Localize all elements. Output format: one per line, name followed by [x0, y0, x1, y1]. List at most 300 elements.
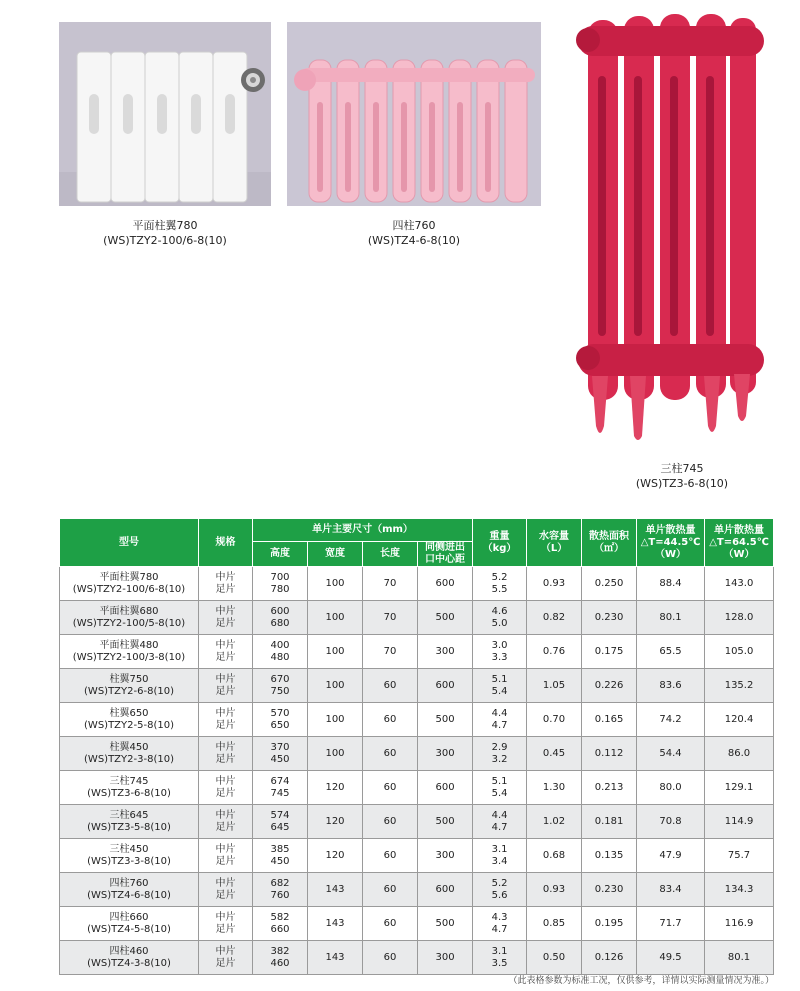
cell-center-line1: 500: [435, 713, 455, 725]
cell-spec-line2: 足片: [215, 651, 236, 663]
cell-center: [418, 635, 473, 669]
cell-height: [253, 567, 308, 601]
cell-spec-line2: 足片: [215, 719, 236, 731]
cell-weight-line2: 4.7: [491, 719, 508, 731]
cell-center: [418, 703, 473, 737]
cell-height-line2: 460: [270, 957, 290, 969]
cell-height-line2: 650: [270, 719, 290, 731]
cell-width-line1: 120: [325, 781, 345, 793]
cell-spec: [199, 771, 253, 805]
cell-heat-44: [637, 805, 705, 839]
cell-length: [363, 873, 418, 907]
cell-water-line1: 0.70: [542, 713, 566, 725]
cell-weight: [473, 839, 527, 873]
cell-width-line1: 120: [325, 849, 345, 861]
cell-area-line1: 0.112: [594, 747, 624, 759]
cell-water: [527, 737, 582, 771]
cell-weight: [473, 805, 527, 839]
header-heat-64-line2: △T=64.5℃: [709, 536, 769, 548]
table-row: [60, 737, 774, 771]
cell-weight-line2: 3.2: [491, 753, 508, 765]
cell-weight-line2: 5.4: [491, 787, 508, 799]
cell-height: [253, 873, 308, 907]
cell-center-line1: 500: [435, 815, 455, 827]
cell-area-line1: 0.230: [594, 611, 624, 623]
cell-height: [253, 669, 308, 703]
cell-heat-64: [705, 601, 774, 635]
cell-width-line1: 100: [325, 747, 345, 759]
cell-heat-44-line1: 71.7: [659, 917, 682, 929]
cell-area-line1: 0.175: [594, 645, 624, 657]
cell-heat-44: [637, 703, 705, 737]
cell-model-line2: (WS)TZ3-6-8(10): [87, 787, 171, 799]
caption-product-3-name: 三柱745: [660, 462, 704, 475]
cell-center-line1: 600: [435, 781, 455, 793]
cell-width: [308, 567, 363, 601]
cell-height-line1: 382: [270, 945, 290, 957]
cell-water-line1: 0.85: [542, 917, 566, 929]
cell-width: [308, 873, 363, 907]
cell-heat-64-line1: 80.1: [727, 951, 751, 963]
cell-heat-64-line1: 75.7: [727, 849, 751, 861]
cell-width: [308, 941, 363, 975]
cell-height: [253, 737, 308, 771]
cell-length-line1: 70: [383, 611, 397, 623]
cell-height-line1: 700: [270, 571, 290, 583]
table-row: [60, 669, 774, 703]
cell-length: [363, 601, 418, 635]
cell-water: [527, 601, 582, 635]
cell-area: [582, 669, 637, 703]
cell-heat-44-line1: 47.9: [659, 849, 682, 861]
cell-weight-line1: 5.2: [491, 877, 508, 889]
cell-heat-64-line1: 86.0: [727, 747, 751, 759]
cell-area: [582, 941, 637, 975]
cell-spec-line2: 足片: [215, 923, 236, 935]
cell-weight: [473, 737, 527, 771]
cell-water-line1: 0.76: [542, 645, 566, 657]
cell-water: [527, 839, 582, 873]
cell-weight-line1: 5.2: [491, 571, 508, 583]
cell-weight-line2: 5.0: [491, 617, 508, 629]
cell-spec: [199, 907, 253, 941]
cell-center-line1: 300: [435, 951, 455, 963]
cell-height-line2: 750: [270, 685, 290, 697]
cell-center: [418, 771, 473, 805]
cell-spec-line2: 足片: [215, 957, 236, 969]
cell-area: [582, 567, 637, 601]
table-row: [60, 635, 774, 669]
cell-length-line1: 60: [383, 679, 397, 691]
cell-model: [60, 873, 199, 907]
cell-spec-line1: 中片: [215, 843, 236, 855]
cell-heat-64: [705, 669, 774, 703]
cell-spec-line1: 中片: [215, 741, 236, 753]
header-dims-group: 单片主要尺寸（mm）: [253, 519, 473, 542]
header-center-line2: 口中心距: [425, 554, 466, 565]
cell-spec-line1: 中片: [215, 571, 236, 583]
cell-heat-44-line1: 80.0: [659, 781, 682, 793]
cell-model-line1: 柱翼650: [109, 707, 149, 719]
cell-length-line1: 60: [383, 815, 397, 827]
cell-width: [308, 907, 363, 941]
cell-heat-64-line1: 114.9: [724, 815, 754, 827]
cell-center-line1: 500: [435, 917, 455, 929]
cell-area-line1: 0.126: [594, 951, 624, 963]
cell-water-line1: 1.02: [542, 815, 566, 827]
cell-height-line1: 385: [270, 843, 290, 855]
cell-weight: [473, 771, 527, 805]
header-weight-line1: 重量: [489, 530, 510, 542]
cell-heat-64: [705, 941, 774, 975]
cell-heat-64: [705, 907, 774, 941]
caption-product-3: [612, 461, 752, 491]
cell-heat-64: [705, 839, 774, 873]
cell-width: [308, 805, 363, 839]
cell-width-line1: 100: [325, 713, 345, 725]
cell-width: [308, 771, 363, 805]
cell-model-line2: (WS)TZY2-5-8(10): [84, 719, 174, 731]
cell-spec-line1: 中片: [215, 707, 236, 719]
cell-model-line1: 柱翼750: [109, 673, 149, 685]
cell-weight-line1: 2.9: [491, 741, 508, 753]
cell-spec-line2: 足片: [215, 583, 236, 595]
cell-area-line1: 0.213: [594, 781, 624, 793]
cell-heat-44: [637, 907, 705, 941]
cell-heat-44: [637, 941, 705, 975]
cell-weight-line2: 5.5: [491, 583, 508, 595]
table-row: [60, 567, 774, 601]
cell-water: [527, 873, 582, 907]
cell-height-line2: 745: [270, 787, 290, 799]
cell-center: [418, 941, 473, 975]
cell-model-line2: (WS)TZY2-100/5-8(10): [72, 617, 186, 629]
cell-water-line1: 0.50: [542, 951, 566, 963]
header-heat-64-line1: 单片散热量: [714, 524, 765, 536]
cell-model-line1: 平面柱翼780: [99, 571, 159, 583]
cell-center-line1: 300: [435, 747, 455, 759]
cell-model: [60, 669, 199, 703]
cell-height-line1: 682: [270, 877, 290, 889]
cell-water-line1: 0.68: [542, 849, 566, 861]
cell-center-line1: 500: [435, 611, 455, 623]
cell-height-line1: 582: [270, 911, 290, 923]
cell-center-line1: 600: [435, 577, 455, 589]
header-heat-44-line3: （W）: [655, 548, 687, 560]
cell-length: [363, 771, 418, 805]
table-row: [60, 873, 774, 907]
cell-model: [60, 771, 199, 805]
header-area: [582, 519, 637, 567]
cell-height: [253, 635, 308, 669]
table-row: [60, 839, 774, 873]
caption-product-1-name: 平面柱翼780: [132, 219, 198, 232]
cell-area: [582, 635, 637, 669]
spec-table-body: [60, 567, 774, 975]
cell-spec: [199, 635, 253, 669]
cell-spec-line1: 中片: [215, 673, 236, 685]
cell-spec-line1: 中片: [215, 945, 236, 957]
cell-weight: [473, 669, 527, 703]
cell-area-line1: 0.195: [594, 917, 624, 929]
cell-width: [308, 839, 363, 873]
cell-length-line1: 60: [383, 883, 397, 895]
cell-weight-line1: 5.1: [491, 775, 508, 787]
cell-weight: [473, 941, 527, 975]
cell-heat-64-line1: 128.0: [724, 611, 754, 623]
cell-heat-64: [705, 703, 774, 737]
cell-weight-line2: 4.7: [491, 923, 508, 935]
cell-height: [253, 601, 308, 635]
cell-model: [60, 907, 199, 941]
cell-spec-line2: 足片: [215, 617, 236, 629]
product-photo-flat-column-wing-780: [59, 22, 271, 206]
cell-spec: [199, 839, 253, 873]
header-weight-line2: （kg）: [482, 542, 517, 554]
cell-spec: [199, 737, 253, 771]
cell-length: [363, 737, 418, 771]
cell-heat-64-line1: 143.0: [724, 577, 754, 589]
cell-water-line1: 0.82: [542, 611, 566, 623]
cell-water: [527, 669, 582, 703]
header-area-line2: （㎡）: [594, 542, 625, 554]
cell-spec-line2: 足片: [215, 685, 236, 697]
cell-spec-line1: 中片: [215, 775, 236, 787]
cell-center: [418, 839, 473, 873]
cell-model-line2: (WS)TZY2-6-8(10): [84, 685, 174, 697]
cell-center: [418, 805, 473, 839]
cell-weight: [473, 703, 527, 737]
caption-product-3-model: (WS)TZ3-6-8(10): [635, 477, 729, 490]
cell-model-line2: (WS)TZY2-100/6-8(10): [72, 583, 186, 595]
cell-water-line1: 1.05: [542, 679, 566, 691]
cell-heat-44-line1: 88.4: [659, 577, 682, 589]
cell-length-line1: 60: [383, 849, 397, 861]
header-model: 型号: [60, 519, 199, 567]
cell-water-line1: 0.45: [542, 747, 566, 759]
cell-weight: [473, 567, 527, 601]
cell-model: [60, 567, 199, 601]
cell-heat-44-line1: 54.4: [659, 747, 682, 759]
cell-spec-line1: 中片: [215, 911, 236, 923]
cell-model-line1: 平面柱翼680: [99, 605, 159, 617]
cell-weight-line1: 4.4: [491, 809, 508, 821]
cell-height-line1: 600: [270, 605, 290, 617]
cell-area-line1: 0.135: [594, 849, 624, 861]
cell-weight-line1: 4.4: [491, 707, 508, 719]
cell-weight-line1: 5.1: [491, 673, 508, 685]
cell-spec: [199, 873, 253, 907]
cell-height-line1: 370: [270, 741, 290, 753]
cell-water: [527, 771, 582, 805]
cell-width: [308, 601, 363, 635]
cell-center-line1: 300: [435, 849, 455, 861]
cell-center: [418, 567, 473, 601]
cell-heat-64: [705, 805, 774, 839]
cell-spec-line2: 足片: [215, 889, 236, 901]
cell-spec-line2: 足片: [215, 753, 236, 765]
table-footnote: （此表格参数为标准工况，仅供参考，详情以实际测量情况为准。）: [508, 976, 774, 986]
cell-model-line1: 四柱760: [109, 877, 149, 889]
cell-model-line1: 四柱660: [109, 911, 149, 923]
cell-model-line1: 三柱645: [109, 809, 149, 821]
cell-center-line1: 600: [435, 679, 455, 691]
cell-heat-44: [637, 567, 705, 601]
cell-center: [418, 669, 473, 703]
cell-heat-44: [637, 771, 705, 805]
caption-product-2: [344, 218, 484, 248]
cell-heat-64: [705, 567, 774, 601]
header-water: [527, 519, 582, 567]
cell-heat-64-line1: 105.0: [724, 645, 754, 657]
table-row: [60, 907, 774, 941]
cell-height-line2: 450: [270, 855, 290, 867]
cell-weight-line1: 3.1: [491, 843, 508, 855]
cell-width-line1: 143: [325, 917, 345, 929]
cell-heat-44: [637, 601, 705, 635]
cell-model-line1: 柱翼450: [109, 741, 149, 753]
cell-heat-64: [705, 635, 774, 669]
cell-heat-64: [705, 771, 774, 805]
cell-height-line2: 760: [270, 889, 290, 901]
cell-water-line1: 1.30: [542, 781, 566, 793]
cell-water: [527, 941, 582, 975]
cell-height-line1: 574: [270, 809, 290, 821]
cell-model: [60, 703, 199, 737]
header-heat-64-line3: （W）: [723, 548, 755, 560]
table-row: [60, 941, 774, 975]
cell-length: [363, 941, 418, 975]
cell-area: [582, 839, 637, 873]
cell-center: [418, 873, 473, 907]
header-heat-44-line1: 单片散热量: [645, 524, 696, 536]
cell-model-line2: (WS)TZ3-5-8(10): [87, 821, 171, 833]
cell-length: [363, 703, 418, 737]
cell-height-line1: 674: [270, 775, 290, 787]
cell-length: [363, 907, 418, 941]
header-heat-44-line2: △T=44.5℃: [640, 536, 701, 548]
cell-heat-44-line1: 83.6: [659, 679, 682, 691]
cell-height-line2: 780: [270, 583, 290, 595]
cell-model-line1: 三柱450: [109, 843, 149, 855]
cell-heat-44-line1: 74.2: [659, 713, 682, 725]
cell-width-line1: 143: [325, 951, 345, 963]
cell-heat-64: [705, 737, 774, 771]
cell-area: [582, 601, 637, 635]
header-heat-44: [637, 519, 705, 567]
cell-spec-line1: 中片: [215, 605, 236, 617]
cell-height-line1: 570: [270, 707, 290, 719]
caption-product-1-model: (WS)TZY2-100/6-8(10): [103, 234, 227, 247]
cell-height-line2: 645: [270, 821, 290, 833]
cell-weight-line1: 3.1: [491, 945, 508, 957]
cell-weight-line1: 3.0: [491, 639, 508, 651]
cell-height: [253, 805, 308, 839]
cell-model-line1: 三柱745: [109, 775, 149, 787]
cell-heat-44: [637, 635, 705, 669]
cell-area-line1: 0.165: [594, 713, 624, 725]
cell-weight: [473, 907, 527, 941]
cell-length-line1: 60: [383, 781, 397, 793]
cell-water-line1: 0.93: [542, 577, 566, 589]
header-center: [418, 542, 473, 567]
cell-center-line1: 300: [435, 645, 455, 657]
table-row: [60, 703, 774, 737]
cell-weight-line1: 4.3: [491, 911, 508, 923]
cell-spec-line2: 足片: [215, 855, 236, 867]
cell-heat-44: [637, 839, 705, 873]
cell-length-line1: 70: [383, 645, 397, 657]
product-photo-three-column-745: [574, 6, 770, 444]
cell-weight: [473, 601, 527, 635]
cell-spec-line1: 中片: [215, 809, 236, 821]
cell-width-line1: 100: [325, 577, 345, 589]
header-width: 宽度: [308, 542, 363, 567]
cell-length: [363, 669, 418, 703]
cell-area-line1: 0.250: [594, 577, 624, 589]
cell-weight-line2: 3.4: [491, 855, 508, 867]
cell-spec: [199, 601, 253, 635]
cell-weight-line2: 3.3: [491, 651, 508, 663]
header-heat-64: [705, 519, 774, 567]
cell-heat-44-line1: 80.1: [659, 611, 682, 623]
cell-width: [308, 669, 363, 703]
cell-model: [60, 601, 199, 635]
cell-heat-44-line1: 70.8: [659, 815, 682, 827]
table-row: [60, 771, 774, 805]
cell-length: [363, 805, 418, 839]
header-length: 长度: [363, 542, 418, 567]
cell-spec-line1: 中片: [215, 639, 236, 651]
cell-model: [60, 941, 199, 975]
cell-model-line2: (WS)TZ4-5-8(10): [87, 923, 171, 935]
cell-center-line1: 600: [435, 883, 455, 895]
cell-model: [60, 635, 199, 669]
header-row-1: [60, 519, 774, 542]
cell-model-line2: (WS)TZ4-3-8(10): [87, 957, 171, 969]
cell-area-line1: 0.230: [594, 883, 624, 895]
cell-heat-64-line1: 116.9: [724, 917, 754, 929]
cell-heat-44-line1: 49.5: [659, 951, 682, 963]
spec-table: [59, 518, 774, 975]
table-row: [60, 601, 774, 635]
cell-water: [527, 703, 582, 737]
cell-length: [363, 635, 418, 669]
header-center-line1: 同侧进出: [425, 542, 466, 553]
cell-width: [308, 635, 363, 669]
cell-heat-64-line1: 129.1: [724, 781, 754, 793]
cell-weight-line1: 4.6: [491, 605, 508, 617]
cell-heat-44: [637, 737, 705, 771]
cell-height: [253, 941, 308, 975]
header-spec: 规格: [199, 519, 253, 567]
cell-length-line1: 60: [383, 951, 397, 963]
cell-center: [418, 601, 473, 635]
cell-model-line1: 平面柱翼480: [99, 639, 159, 651]
cell-length-line1: 60: [383, 713, 397, 725]
cell-width-line1: 120: [325, 815, 345, 827]
header-water-line1: 水容量: [539, 530, 570, 542]
cell-height-line2: 660: [270, 923, 290, 935]
cell-height: [253, 703, 308, 737]
cell-spec: [199, 703, 253, 737]
cell-water-line1: 0.93: [542, 883, 566, 895]
header-weight: [473, 519, 527, 567]
cell-length-line1: 60: [383, 747, 397, 759]
cell-area: [582, 737, 637, 771]
cell-area: [582, 703, 637, 737]
cell-spec: [199, 805, 253, 839]
